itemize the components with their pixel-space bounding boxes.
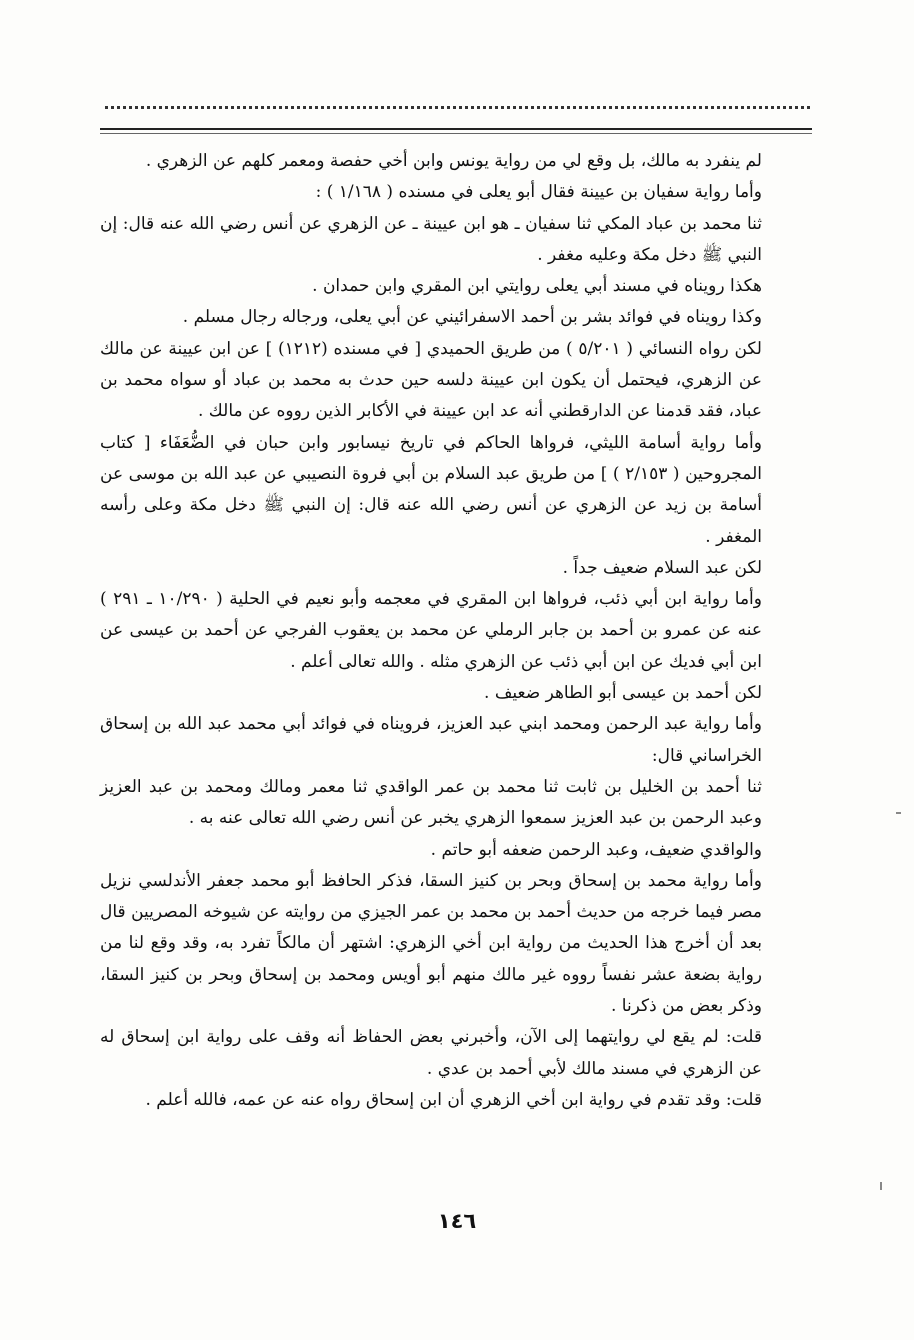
paragraph-7: وأما رواية أسامة الليثي، فرواها الحاكم في تاريخ نيسابور وابن حبان في الضُّعَفَاء [ كتاب المجروحين ( ٢/١٥٣ ) ] من طريق عبد السلام بن أبي فروة النصيبي عن عبد الله بن موسى عن أسامة بن زيد عن الزهري عن أنس رضي الله عنه قال: إن النبي ﷺ دخل مكة وعلى رأسه المغفر . <box>100 432 762 547</box>
paragraph-1: لم ينفرد به مالك، بل وقع لي من رواية يونس وابن أخي حفصة ومعمر كلهم عن الزهري . <box>145 151 762 171</box>
paragraph-12: ثنا أحمد بن الخليل بن ثابت ثنا محمد بن عمر الواقدي ثنا معمر ومالك ومحمد بن عبد العزيز وعبد الرحمن بن عبد العزيز سمعوا الزهري يخبر عن أنس رضي الله تعالى عنه به . <box>100 776 762 829</box>
paragraph-10: لكن أحمد بن عيسى أبو الطاهر ضعيف . <box>484 683 762 704</box>
header-rule-thin <box>100 133 812 134</box>
paragraph-3: ثنا محمد بن عباد المكي ثنا سفيان ـ هو ابن عيينة ـ عن الزهري عن أنس رضي الله عنه قال: إن النبي ﷺ دخل مكة وعليه مغفر . <box>100 213 762 265</box>
paragraph-8: لكن عبد السلام ضعيف جداً . <box>562 557 762 578</box>
paragraph-6: لكن رواه النسائي ( ٥/٢٠١ ) من طريق الحميدي [ في مسنده (١٢١٢) ] عن ابن عيينة عن مالك عن الزهري، فيحتمل أن يكون ابن عيينة دلسه حين حدث به محمد بن عباد أو سواه محمد بن عباد، فقد قدمنا عن الدارقطني أنه عد ابن عيينة في الأكابر الذين رووه عن مالك . <box>100 338 762 422</box>
page-body-text <box>100 146 762 1116</box>
header-dotted-line <box>105 94 810 109</box>
paragraph-14: وأما رواية محمد بن إسحاق وبحر بن كنيز السقا، فذكر الحافظ أبو محمد جعفر الأندلسي نزيل مصر فيما خرجه من حديث أحمد بن محمد بن عمر الجيزي من روايته عن شيوخه المصريين قال بعد أن أخرج هذا الحديث من رواية ابن أخي الزهري: اشتهر أن مالكاً تفرد به، وقد وقع لنا من رواية بضعة عشر نفساً رووه غير مالك منهم أبو أويس ومحمد بن إسحاق وبحر بن كنيز السقا، وذكر بعض من ذكرنا . <box>100 870 762 1017</box>
scan-speck <box>896 812 901 814</box>
paragraph-15: قلت: لم يقع لي روايتهما إلى الآن، وأخبرني بعض الحفاظ أنه وقف على رواية ابن إسحاق له عن الزهري في مسند مالك لأبي أحمد بن عدي . <box>100 1027 762 1079</box>
header-rule <box>100 128 812 130</box>
scan-speck <box>880 1182 882 1190</box>
paragraph-13: والواقدي ضعيف، وعبد الرحمن ضعفه أبو حاتم . <box>430 839 762 860</box>
paragraph-2: وأما رواية سفيان بن عيينة فقال أبو يعلى في مسنده ( ١/١٦٨ ) : <box>315 182 762 203</box>
paragraph-4: هكذا رويناه في مسند أبي يعلى روايتي ابن المقري وابن حمدان . <box>312 276 762 297</box>
paragraph-16: قلت: وقد تقدم في رواية ابن أخي الزهري أن ابن إسحاق رواه عنه عن عمه، فالله أعلم . <box>145 1089 762 1110</box>
paragraph-9: وأما رواية ابن أبي ذئب، فرواها ابن المقري في معجمه وأبو نعيم في الحلية ( ١٠/٢٩٠ ـ ٢٩١ ) عنه عن عمرو بن أحمد بن جابر الرملي عن محمد بن يعقوب الفرجي عن أحمد بن عيسى عن ابن أبي فديك عن ابن أبي ذئب عن الزهري مثله . والله تعالى أعلم . <box>100 589 762 672</box>
page-number: ١٤٦ <box>437 1209 477 1233</box>
paragraph-5: وكذا رويناه في فوائد بشر بن أحمد الاسفرائيني عن أبي يعلى، ورجاله رجال مسلم . <box>182 307 762 328</box>
paragraph-11: وأما رواية عبد الرحمن ومحمد ابني عبد العزيز، فرويناه في فوائد أبي محمد عبد الله بن إسحاق الخراساني قال: <box>100 714 762 766</box>
